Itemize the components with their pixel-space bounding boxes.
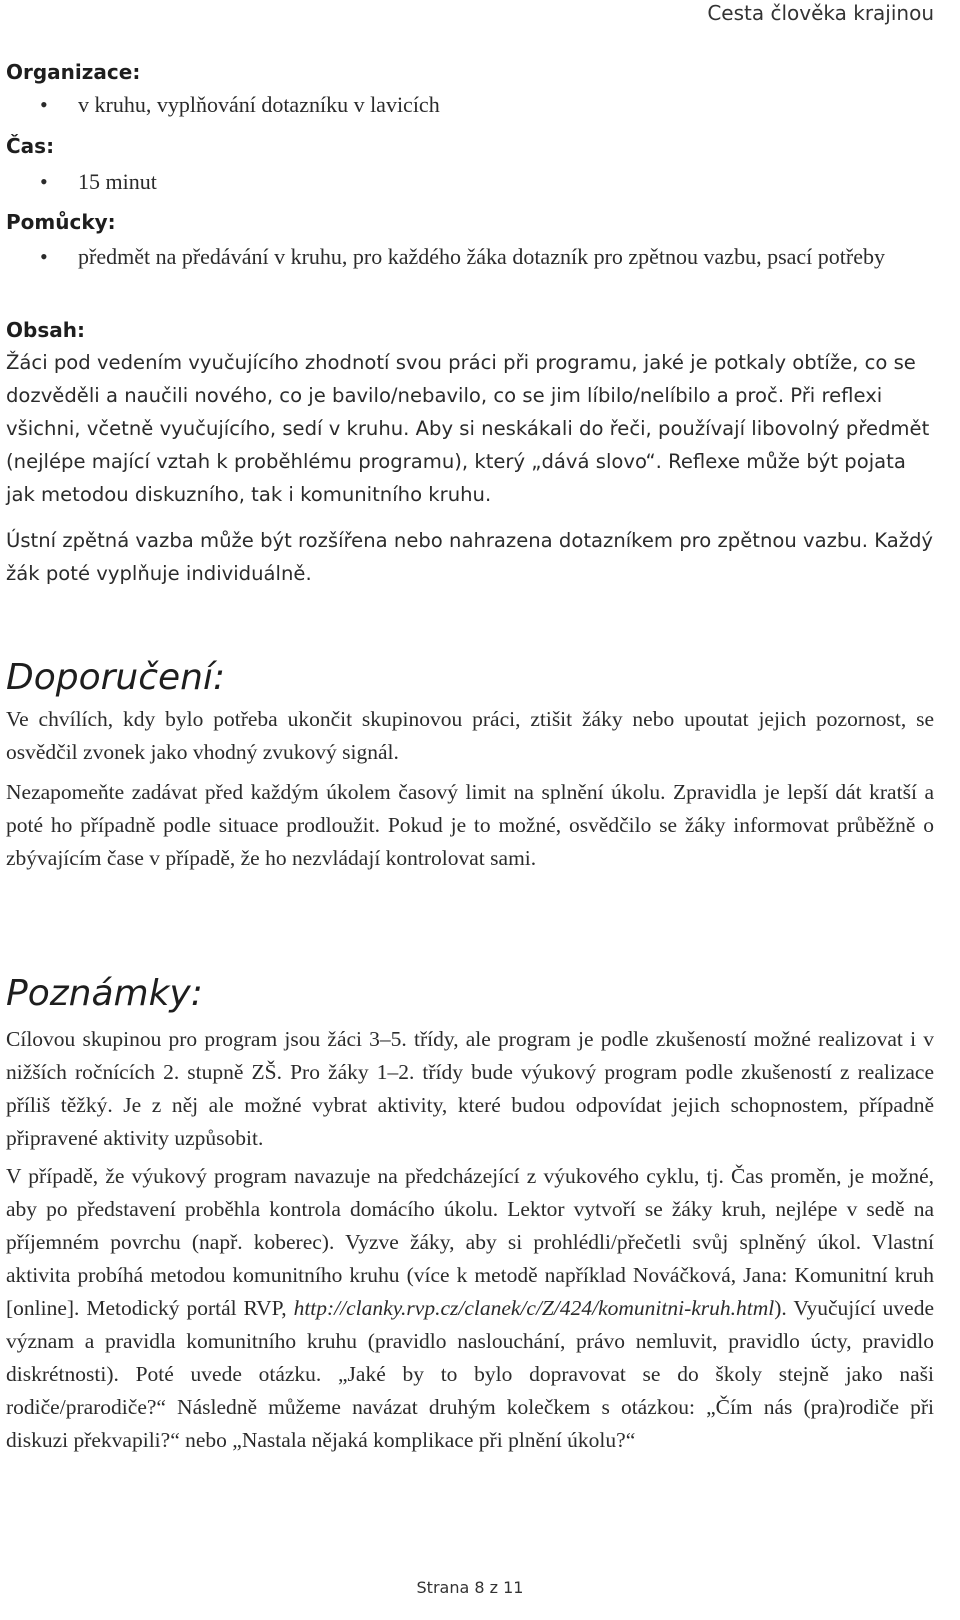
- poznamky-paragraph: Cílovou skupinou pro program jsou žáci 3–5. třídy, ale program je podle zkušeností možné realizovat i v nižších ročnících 2. stupně ZŠ. Pro žáky 1–2. třídy bude výukový program podle zkušeností z realizace příliš těžký. Je z něj ale možné vybrat aktivity, které budou odpovídat jejich schopnostem, případně připravené aktivity uzpůsobit.: [6, 1027, 934, 1150]
- document-page: [6, 0, 934, 1620]
- pomucky-item: předmět na předávání v kruhu, pro každého žáka dotazník pro zpětnou vazbu, psací potřeby: [78, 244, 885, 269]
- obsah-paragraph: Žáci pod vedením vyučujícího zhodnotí svou práci při programu, jaké je potkaly obtíže, co se dozvěděli a naučili nového, co je bavilo/nebavilo, co se jim líbilo/nelíbilo a proč. Při reflexi všichni, včetně vyučujícího, sedí v kruhu. Aby si neskákali do řeči, používají libovolný předmět (nejlépe mající vztah k proběhlému programu), který „dává slovo“. Reflexe může být pojata jak metodou diskuzního, tak i komunitního kruhu.: [6, 351, 930, 506]
- obsah-label: Obsah:: [6, 318, 85, 342]
- poznamky-heading: Poznámky:: [6, 973, 203, 1014]
- bullet-icon: •: [40, 244, 48, 269]
- doporuceni-paragraph: Nezapomeňte zadávat před každým úkolem časový limit na splnění úkolu. Zpravidla je lepší dát kratší a poté ho případně podle situace prodloužit. Pokud je to možné, osvědčilo se žáky informovat průběžně o zbývajícím čase v případě, že ho nezvládají kontrolovat sami.: [6, 780, 934, 870]
- cas-item: 15 minut: [78, 169, 157, 194]
- page-number: Strana 8 z 11: [416, 1578, 524, 1597]
- bullet-icon: •: [40, 169, 48, 194]
- obsah-paragraph: Ústní zpětná vazba může být rozšířena nebo nahrazena dotazníkem pro zpětnou vazbu. Každý žák poté vyplňuje individuálně.: [6, 529, 934, 585]
- poznamky-paragraph: [6, 1160, 934, 1457]
- cas-label: Čas:: [6, 134, 55, 158]
- running-header: Cesta člověka krajinou: [707, 1, 934, 25]
- bullet-icon: •: [40, 92, 48, 117]
- organizace-item: v kruhu, vyplňování dotazníku v lavicích: [78, 92, 440, 117]
- doporuceni-heading: Doporučení:: [6, 657, 226, 698]
- poznamky-text: ). Vyučující uvede význam a pravidla komunitního kruhu (pravidlo naslouchání, právo nemluvit, pravidlo úcty, pravidlo diskrétnosti). Poté uvede otázku. „Jaké by to bylo dopravovat se do školy stejně jako naši rodiče/prarodiče?“ Následně můžeme navázat druhým kolečkem s otázkou: „Čím nás (pra)rodiče při diskuzi překvapili?“ nebo „Nastala nějaká komplikace při plnění úkolu?“: [6, 1296, 935, 1452]
- organizace-label: Organizace:: [6, 60, 141, 84]
- poznamky-text: V případě, že výukový program navazuje na předcházející z výukového cyklu, tj. Čas proměn, je možné, aby po představení proběhla kontrola domácího úkolu. Lektor vytvoří se žáky kruh, nejlépe v sedě na příjemném povrchu (např. koberec). Vyzve žáky, aby si prohlédli/přečetli svůj splněný úkol. Vlastní aktivita probíhá metodou komunitního kruhu (více k metodě například Nováčková, Jana: Komunitní kruh [online]. Metodický portál RVP,: [6, 1164, 934, 1320]
- pomucky-label: Pomůcky:: [6, 210, 116, 234]
- reference-link[interactable]: http://clanky.rvp.cz/clanek/c/Z/424/komunitni-kruh.html: [293, 1296, 775, 1320]
- doporuceni-paragraph: Ve chvílích, kdy bylo potřeba ukončit skupinovou práci, ztišit žáky nebo upoutat jejich pozornost, se osvědčil zvonek jako vhodný zvukový signál.: [6, 707, 934, 764]
